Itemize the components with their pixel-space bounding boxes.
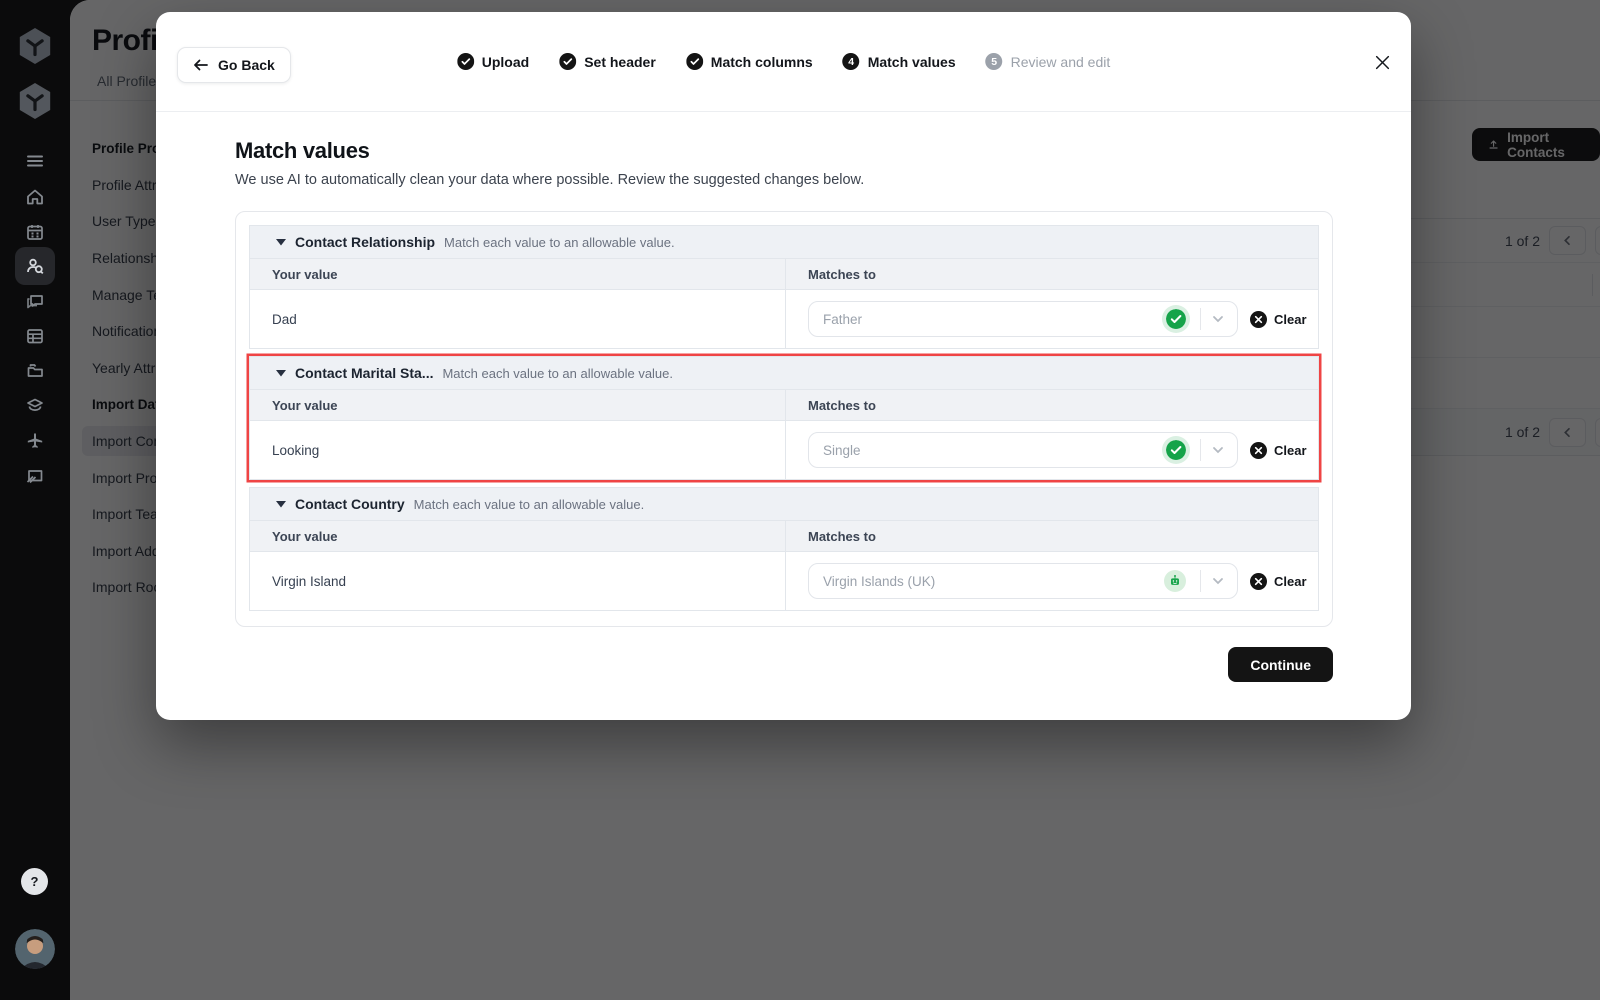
wizard-stepper (457, 53, 1111, 70)
hexagon-logo-icon[interactable] (16, 82, 54, 120)
section-header[interactable]: Contact Relationship Match each value to an allowable value. (250, 226, 1318, 259)
arrow-left-icon (193, 58, 209, 72)
table-icon[interactable] (24, 325, 46, 347)
layers-icon[interactable] (24, 395, 46, 417)
match-select[interactable]: Single (808, 432, 1238, 468)
modal-header (156, 12, 1411, 112)
collapse-caret-icon (276, 369, 286, 377)
column-header-matches-to: Matches to (785, 521, 1318, 552)
step-review-and-edit[interactable]: 5 Review and edit (986, 53, 1111, 70)
match-select[interactable]: Father (808, 301, 1238, 337)
step-match-values[interactable]: 4 Match values (843, 53, 956, 70)
menu-icon[interactable] (24, 150, 46, 172)
match-select[interactable]: Virgin Islands (UK) (808, 563, 1238, 599)
column-header-your-value: Your value (250, 259, 785, 290)
continue-button[interactable]: Continue (1228, 647, 1333, 682)
import-wizard-modal (156, 12, 1411, 720)
section-contact-country (249, 487, 1319, 611)
column-header-your-value: Your value (250, 390, 785, 421)
app-sidebar (0, 0, 70, 1000)
check-circle-icon (559, 53, 576, 70)
close-icon (1374, 54, 1391, 71)
check-circle-icon (457, 53, 474, 70)
calendar-icon[interactable] (24, 221, 46, 243)
chevron-down-icon[interactable] (1211, 574, 1225, 588)
check-circle-icon (1166, 440, 1186, 460)
chevron-down-icon[interactable] (1211, 312, 1225, 326)
matches-to-cell (785, 421, 1318, 479)
step-number-badge: 5 (986, 53, 1003, 70)
help-button[interactable]: ? (21, 868, 48, 895)
column-header-matches-to: Matches to (785, 390, 1318, 421)
clear-button[interactable]: Clear (1250, 311, 1307, 328)
your-value-cell: Dad (250, 290, 785, 348)
home-icon[interactable] (24, 186, 46, 208)
column-header-your-value: Your value (250, 521, 785, 552)
match-values-card (235, 211, 1333, 627)
section-header[interactable]: Contact Marital Sta... Match each value to an allowable value. (250, 357, 1318, 390)
check-circle-icon (1166, 309, 1186, 329)
step-set-header[interactable]: Set header (559, 53, 656, 70)
x-circle-icon (1250, 311, 1267, 328)
your-value-cell: Looking (250, 421, 785, 479)
x-circle-icon (1250, 573, 1267, 590)
chat-icon[interactable] (24, 290, 46, 312)
matches-to-cell (785, 552, 1318, 610)
clear-button[interactable]: Clear (1250, 442, 1307, 459)
section-contact-marital-status (249, 356, 1319, 480)
person-search-icon (25, 256, 45, 276)
user-avatar[interactable] (15, 929, 55, 969)
go-back-button[interactable]: Go Back (177, 47, 291, 83)
check-circle-icon (686, 53, 703, 70)
matches-to-cell (785, 290, 1318, 348)
folder-icon[interactable] (24, 359, 46, 381)
modal-title: Match values (235, 138, 370, 163)
collapse-caret-icon (276, 500, 286, 508)
column-header-matches-to: Matches to (785, 259, 1318, 290)
hexagon-logo-icon[interactable] (16, 27, 54, 65)
your-value-cell: Virgin Island (250, 552, 785, 610)
x-circle-icon (1250, 442, 1267, 459)
sidebar-item-profiles[interactable] (15, 247, 55, 285)
step-number-badge: 4 (843, 53, 860, 70)
chevron-down-icon[interactable] (1211, 443, 1225, 457)
close-button[interactable] (1372, 52, 1392, 72)
step-upload[interactable]: Upload (457, 53, 529, 70)
collapse-caret-icon (276, 238, 286, 246)
plane-icon[interactable] (24, 430, 46, 452)
modal-subtitle: We use AI to automatically clean your data where possible. Review the suggested changes below. (235, 172, 865, 188)
step-match-columns[interactable]: Match columns (686, 53, 813, 70)
section-header[interactable]: Contact Country Match each value to an allowable value. (250, 488, 1318, 521)
notes-icon[interactable] (24, 464, 46, 486)
ai-robot-icon (1164, 570, 1186, 592)
clear-button[interactable]: Clear (1250, 573, 1307, 590)
section-contact-relationship (249, 225, 1319, 349)
